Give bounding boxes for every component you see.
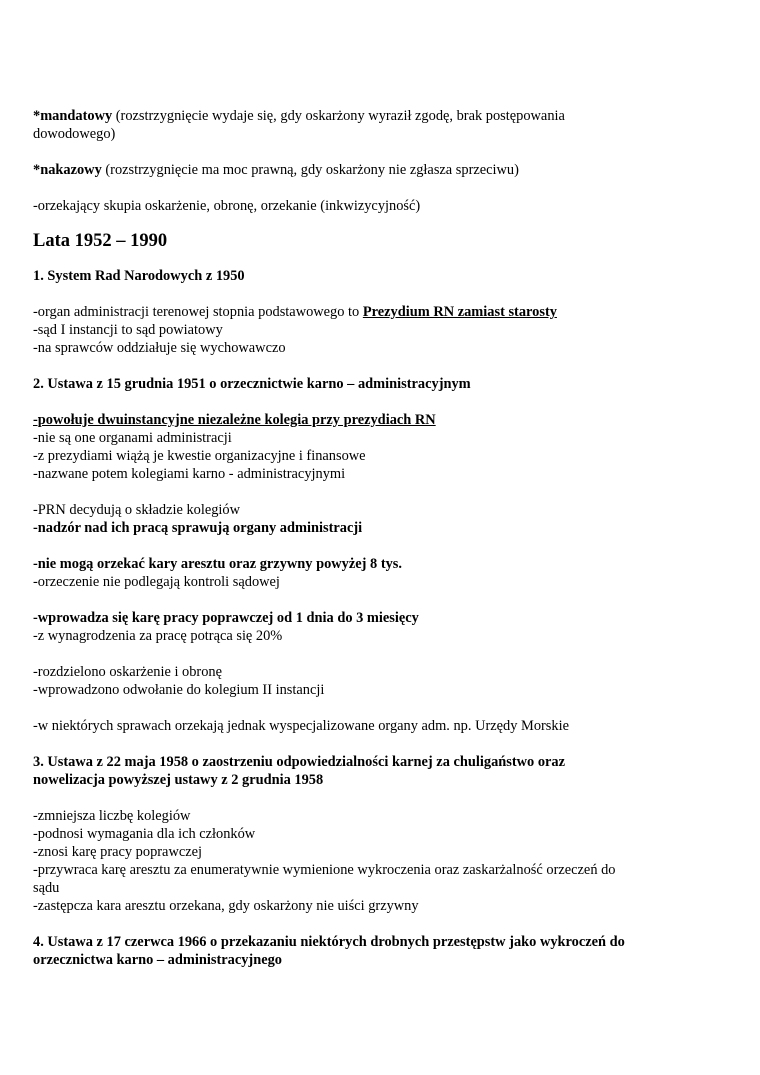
s2-d2: -z wynagrodzenia za pracę potrąca się 20% bbox=[33, 628, 283, 644]
mandatowy-cont: dowodowego) bbox=[33, 126, 116, 142]
s2-e1: -rozdzielono oskarżenie i obronę bbox=[33, 664, 222, 680]
s2-b1: -PRN decydują o składzie kolegiów bbox=[33, 502, 241, 518]
nakazowy-line bbox=[33, 161, 693, 179]
mandatowy-desc: (rozstrzygnięcie wydaje się, gdy oskarżony wyraził zgodę, brak postępowania bbox=[112, 108, 565, 124]
s3-line-1: -zmniejsza liczbę kolegiów bbox=[33, 808, 191, 824]
s1-line-1-emphasis: Prezydium RN zamiast starosty bbox=[362, 304, 557, 320]
mandatowy-term: *mandatowy bbox=[33, 108, 113, 124]
s2-d1: -wprowadza się karę pracy poprawczej od 1 dnia do 3 miesięcy bbox=[33, 610, 419, 626]
s3-line-5: -zastępcza kara aresztu orzekana, gdy oskarżony nie uiści grzywny bbox=[33, 898, 419, 914]
s3-line-3: -znosi karę pracy poprawczej bbox=[33, 844, 202, 860]
s2-b2: -nadzór nad ich pracą sprawują organy administracji bbox=[33, 520, 363, 536]
nakazowy-desc: (rozstrzygnięcie ma moc prawną, gdy oskarżony nie zgłasza sprzeciwu) bbox=[101, 162, 519, 178]
section-2-title: 2. Ustawa z 15 grudnia 1951 o orzecznictwie karno – administracyjnym bbox=[33, 376, 471, 392]
s2-a3: -z prezydiami wiążą je kwestie organizacyjne i finansowe bbox=[33, 448, 366, 464]
section-4-title-2: orzecznictwa karno – administracyjnego bbox=[33, 952, 282, 968]
mandatowy-line bbox=[33, 107, 693, 125]
s2-a4: -nazwane potem kolegiami karno - administracyjnymi bbox=[33, 466, 346, 482]
s2-a2: -nie są one organami administracji bbox=[33, 430, 232, 446]
s2-e2: -wprowadzono odwołanie do kolegium II instancji bbox=[33, 682, 325, 698]
s2-c1: -nie mogą orzekać kary aresztu oraz grzywny powyżej 8 tys. bbox=[33, 556, 403, 572]
s3-line-4b: sądu bbox=[33, 880, 60, 896]
section-4-title-1: 4. Ustawa z 17 czerwca 1966 o przekazaniu niektórych drobnych przestępstw jako wykroczeń do bbox=[33, 934, 625, 950]
section-1-title: 1. System Rad Narodowych z 1950 bbox=[33, 268, 245, 284]
s2-f1: -w niektórych sprawach orzekają jednak wyspecjalizowane organy adm. np. Urzędy Morskie bbox=[33, 718, 569, 734]
s2-a1: -powołuje dwuinstancyjne niezależne kolegia przy prezydiach RN bbox=[33, 412, 436, 428]
s1-line-3: -na sprawców oddziałuje się wychowawczo bbox=[33, 340, 286, 356]
s1-line-1-text: -organ administracji terenowej stopnia podstawowego to bbox=[33, 304, 363, 320]
s1-line-2: -sąd I instancji to sąd powiatowy bbox=[33, 322, 223, 338]
s2-c2: -orzeczenie nie podlegają kontroli sądowej bbox=[33, 574, 280, 590]
orzekajacy-line: -orzekający skupia oskarżenie, obronę, orzekanie (inkwizycyjność) bbox=[33, 198, 421, 214]
section-3-title-2: nowelizacja powyższej ustawy z 2 grudnia 1958 bbox=[33, 772, 324, 788]
nakazowy-term: *nakazowy bbox=[33, 162, 102, 178]
section-3-title-1: 3. Ustawa z 22 maja 1958 o zaostrzeniu odpowiedzialności karnej za chuligaństwo oraz bbox=[33, 754, 566, 770]
s3-line-4a: -przywraca karę aresztu za enumeratywnie wymienione wykroczenia oraz zaskarżalność orzeczeń do bbox=[33, 862, 616, 878]
s1-line-1 bbox=[33, 303, 693, 321]
document-page bbox=[33, 107, 693, 969]
s3-line-2: -podnosi wymagania dla ich członków bbox=[33, 826, 256, 842]
section-heading: Lata 1952 – 1990 bbox=[33, 231, 168, 251]
